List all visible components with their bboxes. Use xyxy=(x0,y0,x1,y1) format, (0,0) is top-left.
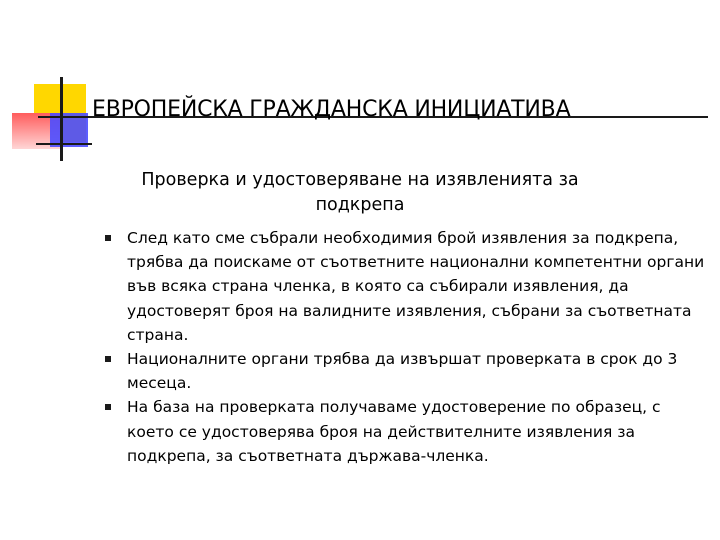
decor-blue-square xyxy=(50,113,88,147)
bullet-item xyxy=(105,347,705,395)
square-bullet-icon xyxy=(105,356,111,362)
square-bullet-icon xyxy=(105,404,111,410)
bullet-text: Националните органи трябва да извършат проверката в срок до 3 месеца. xyxy=(127,350,678,393)
bullet-list xyxy=(105,226,705,468)
bullet-item xyxy=(105,395,705,468)
bullet-text: След като сме събрали необходимия брой изявления за подкрепа, трябва да поискаме от съответните национални компетентни органи във всяка страна членка, в която са събирали изявления, да удостоверят броя на валидните изявления, събрани за съответната страна. xyxy=(127,229,705,344)
decor-vertical-line xyxy=(60,77,63,161)
bullet-text: На база на проверката получаваме удостоверение по образец, с което се удостоверява броя на действителните изявления за подкрепа, за съответната държава-членка. xyxy=(127,398,661,465)
slide-title: ЕВРОПЕЙСКА ГРАЖДАНСКА ИНИЦИАТИВА xyxy=(92,97,571,122)
slide-subtitle: Проверка и удостоверяване на изявленията за подкрепа xyxy=(141,170,579,215)
square-bullet-icon xyxy=(105,235,111,241)
bullet-item xyxy=(105,226,705,347)
decor-short-rule xyxy=(36,143,92,145)
